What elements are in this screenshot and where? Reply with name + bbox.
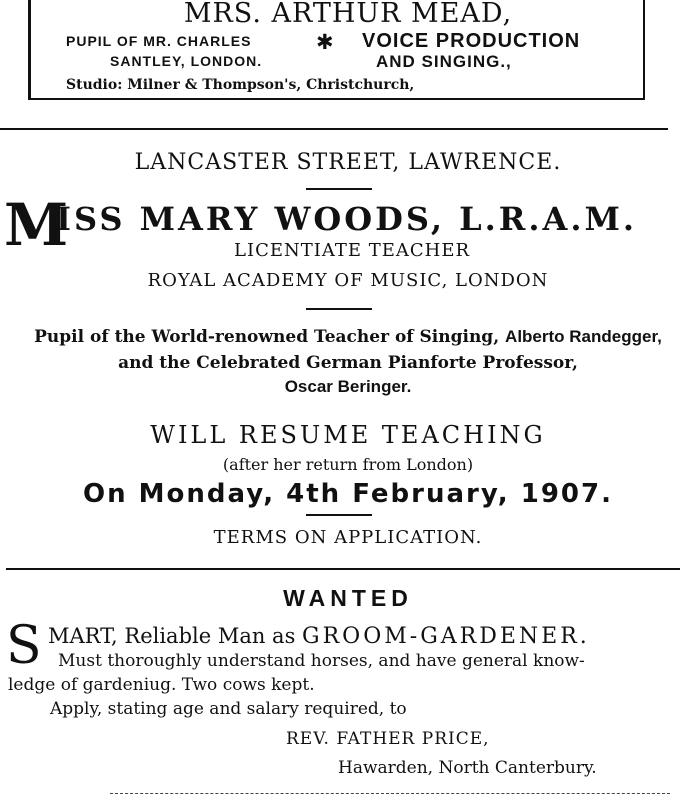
divider-rule — [0, 128, 668, 130]
woods-academy: ROYAL ACADEMY OF MUSIC, LONDON — [147, 270, 549, 291]
wanted-position: GROOM-GARDENER. — [302, 624, 590, 649]
divider-rule — [6, 568, 680, 570]
wanted-ledge-line: ledge of gardeniug. Two cows kept. — [8, 675, 315, 695]
mead-title: MRS. ARTHUR MEAD, — [183, 0, 513, 29]
woods-pupil-line — [0, 327, 696, 347]
asterisk-icon: ✱ — [316, 30, 334, 54]
woods-initial: M — [4, 191, 69, 259]
wanted-smart-prefix: MART, Reliable Man as — [48, 624, 303, 648]
mead-studio-line: Studio: Milner & Thompson's, Christchurch, — [66, 77, 415, 93]
woods-date-line: On Monday, 4th February, 1907. — [83, 479, 613, 509]
woods-resume: WILL RESUME TEACHING — [150, 421, 546, 449]
wanted-contact-address: Hawarden, North Canterbury. — [338, 758, 597, 778]
woods-street: LANCASTER STREET, LAWRENCE. — [134, 150, 562, 175]
short-rule — [306, 188, 372, 190]
woods-name: ISS MARY WOODS, L.R.A.M. — [56, 200, 638, 238]
short-rule — [306, 514, 372, 516]
mead-pupil-line: PUPIL OF MR. CHARLES — [66, 33, 252, 49]
mead-santley-line: SANTLEY, LONDON. — [110, 53, 263, 69]
woods-teacher-name: Alberto Randegger, — [505, 327, 662, 346]
woods-pupil-prefix: Pupil of the World-renowned Teacher of Singing, — [34, 327, 506, 347]
woods-licentiate: LICENTIATE TEACHER — [234, 240, 471, 261]
short-rule — [306, 308, 372, 310]
woods-after: (after her return from London) — [222, 455, 474, 474]
bottom-edge-rule — [110, 793, 670, 794]
mead-singing-line: AND SINGING., — [376, 52, 512, 71]
woods-celebrated-line: and the Celebrated German Pianforte Professor, — [118, 353, 578, 373]
wanted-contact-name: REV. FATHER PRICE, — [286, 729, 490, 749]
woods-terms: TERMS ON APPLICATION. — [213, 527, 483, 548]
wanted-heading: WANTED — [283, 585, 413, 611]
wanted-initial: S — [6, 616, 42, 676]
mead-voice-line: VOICE PRODUCTION — [362, 30, 581, 52]
woods-oscar-line: Oscar Beringer. — [284, 377, 412, 396]
wanted-apply-line: Apply, stating age and salary required, to — [50, 699, 407, 719]
wanted-first-line — [48, 624, 590, 649]
wanted-must-line: Must thoroughly understand horses, and have general know- — [58, 651, 585, 671]
